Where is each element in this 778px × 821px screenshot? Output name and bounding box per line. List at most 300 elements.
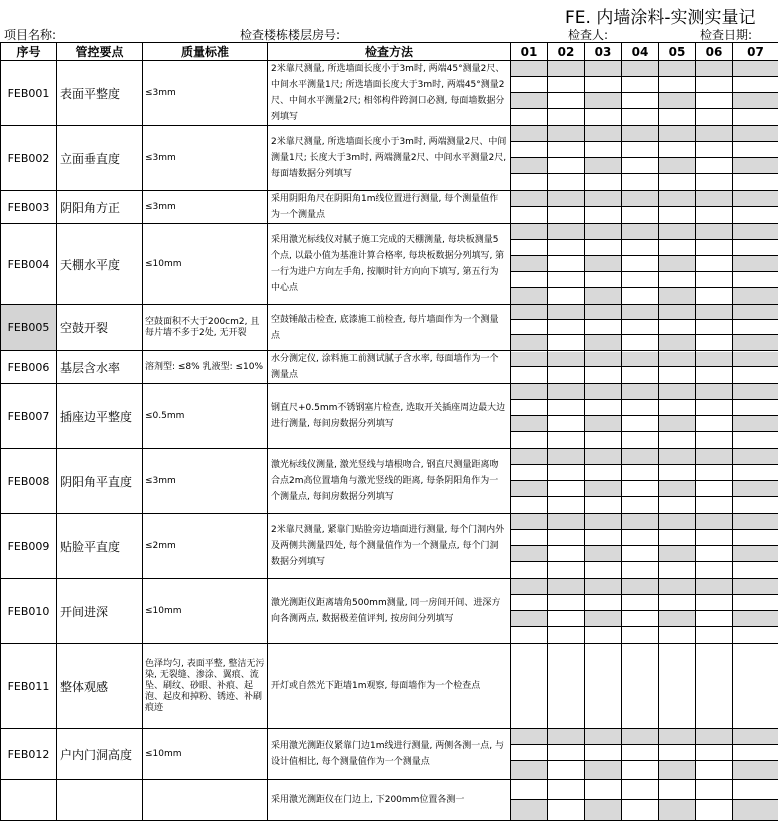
measurement-entry[interactable] bbox=[659, 579, 695, 595]
measurement-entry[interactable] bbox=[622, 497, 658, 513]
measurement-entry[interactable] bbox=[511, 109, 547, 125]
measurement-entry[interactable] bbox=[733, 240, 778, 256]
measurement-entry[interactable] bbox=[622, 514, 658, 530]
measurement-entry[interactable] bbox=[585, 595, 621, 611]
measurement-entry[interactable] bbox=[548, 644, 584, 728]
measurement-entry[interactable] bbox=[733, 761, 778, 779]
measurement-entry[interactable] bbox=[511, 745, 547, 761]
measurement-cell[interactable] bbox=[696, 224, 733, 305]
measurement-cell[interactable] bbox=[511, 384, 548, 449]
measurement-cell[interactable] bbox=[659, 61, 696, 126]
measurement-entry[interactable] bbox=[585, 256, 621, 272]
measurement-cell[interactable] bbox=[696, 514, 733, 579]
measurement-entry[interactable] bbox=[659, 320, 695, 335]
measurement-entry[interactable] bbox=[585, 729, 621, 745]
measurement-entry[interactable] bbox=[659, 546, 695, 562]
measurement-entry[interactable] bbox=[622, 400, 658, 416]
measurement-cell[interactable] bbox=[659, 384, 696, 449]
measurement-entry[interactable] bbox=[548, 256, 584, 272]
measurement-entry[interactable] bbox=[659, 288, 695, 304]
measurement-entry[interactable] bbox=[511, 384, 547, 400]
measurement-entry[interactable] bbox=[733, 530, 778, 546]
measurement-entry[interactable] bbox=[511, 761, 547, 779]
measurement-entry[interactable] bbox=[733, 191, 778, 207]
measurement-entry[interactable] bbox=[696, 644, 732, 728]
measurement-cell[interactable] bbox=[585, 351, 622, 384]
measurement-entry[interactable] bbox=[733, 432, 778, 448]
measurement-entry[interactable] bbox=[659, 627, 695, 643]
measurement-entry[interactable] bbox=[733, 288, 778, 304]
measurement-entry[interactable] bbox=[548, 335, 584, 350]
measurement-entry[interactable] bbox=[696, 595, 732, 611]
measurement-cell[interactable] bbox=[622, 449, 659, 514]
measurement-entry[interactable] bbox=[585, 449, 621, 465]
measurement-entry[interactable] bbox=[622, 745, 658, 761]
measurement-entry[interactable] bbox=[548, 384, 584, 400]
measurement-entry[interactable] bbox=[659, 595, 695, 611]
measurement-entry[interactable] bbox=[585, 207, 621, 223]
measurement-entry[interactable] bbox=[511, 562, 547, 578]
measurement-entry[interactable] bbox=[548, 497, 584, 513]
measurement-entry[interactable] bbox=[548, 627, 584, 643]
measurement-entry[interactable] bbox=[696, 207, 732, 223]
measurement-cell[interactable] bbox=[548, 729, 585, 780]
measurement-entry[interactable] bbox=[659, 384, 695, 400]
measurement-entry[interactable] bbox=[659, 109, 695, 125]
measurement-entry[interactable] bbox=[733, 207, 778, 223]
measurement-entry[interactable] bbox=[585, 158, 621, 174]
measurement-entry[interactable] bbox=[696, 256, 732, 272]
measurement-entry[interactable] bbox=[622, 432, 658, 448]
measurement-entry[interactable] bbox=[511, 595, 547, 611]
measurement-entry[interactable] bbox=[511, 352, 547, 367]
measurement-entry[interactable] bbox=[548, 745, 584, 761]
measurement-entry[interactable] bbox=[696, 432, 732, 448]
measurement-entry[interactable] bbox=[585, 800, 621, 820]
measurement-entry[interactable] bbox=[659, 432, 695, 448]
measurement-entry[interactable] bbox=[659, 272, 695, 288]
measurement-cell[interactable] bbox=[511, 191, 548, 224]
measurement-entry[interactable] bbox=[733, 126, 778, 142]
measurement-entry[interactable] bbox=[622, 288, 658, 304]
measurement-entry[interactable] bbox=[585, 384, 621, 400]
measurement-entry[interactable] bbox=[696, 579, 732, 595]
measurement-entry[interactable] bbox=[659, 61, 695, 77]
measurement-entry[interactable] bbox=[733, 416, 778, 432]
measurement-entry[interactable] bbox=[511, 400, 547, 416]
measurement-entry[interactable] bbox=[585, 579, 621, 595]
measurement-cell[interactable] bbox=[511, 61, 548, 126]
measurement-entry[interactable] bbox=[696, 142, 732, 158]
measurement-entry[interactable] bbox=[511, 207, 547, 223]
measurement-entry[interactable] bbox=[733, 562, 778, 578]
measurement-entry[interactable] bbox=[511, 191, 547, 207]
measurement-entry[interactable] bbox=[696, 93, 732, 109]
measurement-entry[interactable] bbox=[733, 93, 778, 109]
measurement-entry[interactable] bbox=[733, 497, 778, 513]
measurement-entry[interactable] bbox=[696, 240, 732, 256]
measurement-entry[interactable] bbox=[696, 729, 732, 745]
measurement-entry[interactable] bbox=[622, 546, 658, 562]
measurement-entry[interactable] bbox=[733, 400, 778, 416]
measurement-entry[interactable] bbox=[548, 416, 584, 432]
measurement-entry[interactable] bbox=[585, 240, 621, 256]
measurement-entry[interactable] bbox=[548, 729, 584, 745]
measurement-cell[interactable] bbox=[548, 351, 585, 384]
measurement-entry[interactable] bbox=[585, 352, 621, 367]
measurement-entry[interactable] bbox=[696, 745, 732, 761]
measurement-entry[interactable] bbox=[659, 207, 695, 223]
measurement-entry[interactable] bbox=[548, 126, 584, 142]
measurement-cell[interactable] bbox=[659, 126, 696, 191]
measurement-entry[interactable] bbox=[548, 546, 584, 562]
measurement-entry[interactable] bbox=[585, 109, 621, 125]
measurement-entry[interactable] bbox=[696, 77, 732, 93]
measurement-entry[interactable] bbox=[511, 416, 547, 432]
measurement-entry[interactable] bbox=[585, 497, 621, 513]
measurement-entry[interactable] bbox=[733, 449, 778, 465]
measurement-cell[interactable] bbox=[511, 514, 548, 579]
measurement-entry[interactable] bbox=[622, 416, 658, 432]
measurement-entry[interactable] bbox=[511, 579, 547, 595]
measurement-entry[interactable] bbox=[585, 61, 621, 77]
measurement-entry[interactable] bbox=[548, 142, 584, 158]
measurement-entry[interactable] bbox=[696, 562, 732, 578]
measurement-entry[interactable] bbox=[696, 224, 732, 240]
measurement-cell[interactable] bbox=[585, 191, 622, 224]
measurement-entry[interactable] bbox=[696, 367, 732, 382]
measurement-cell[interactable] bbox=[585, 729, 622, 780]
measurement-entry[interactable] bbox=[622, 611, 658, 627]
measurement-cell[interactable] bbox=[659, 305, 696, 351]
measurement-entry[interactable] bbox=[585, 530, 621, 546]
measurement-entry[interactable] bbox=[548, 240, 584, 256]
measurement-entry[interactable] bbox=[511, 627, 547, 643]
measurement-entry[interactable] bbox=[659, 335, 695, 350]
measurement-entry[interactable] bbox=[696, 761, 732, 779]
measurement-entry[interactable] bbox=[622, 272, 658, 288]
measurement-entry[interactable] bbox=[548, 800, 584, 820]
measurement-entry[interactable] bbox=[696, 530, 732, 546]
measurement-cell[interactable] bbox=[511, 224, 548, 305]
measurement-entry[interactable] bbox=[733, 514, 778, 530]
measurement-entry[interactable] bbox=[511, 335, 547, 350]
measurement-entry[interactable] bbox=[585, 465, 621, 481]
measurement-cell[interactable] bbox=[548, 191, 585, 224]
measurement-cell[interactable] bbox=[548, 305, 585, 351]
measurement-cell[interactable] bbox=[622, 191, 659, 224]
measurement-cell[interactable] bbox=[548, 61, 585, 126]
measurement-entry[interactable] bbox=[696, 109, 732, 125]
measurement-entry[interactable] bbox=[696, 174, 732, 190]
measurement-cell[interactable] bbox=[548, 780, 585, 821]
measurement-entry[interactable] bbox=[585, 191, 621, 207]
measurement-entry[interactable] bbox=[733, 745, 778, 761]
measurement-entry[interactable] bbox=[585, 126, 621, 142]
measurement-entry[interactable] bbox=[696, 352, 732, 367]
measurement-entry[interactable] bbox=[696, 627, 732, 643]
measurement-cell[interactable] bbox=[585, 61, 622, 126]
measurement-entry[interactable] bbox=[511, 240, 547, 256]
measurement-entry[interactable] bbox=[548, 224, 584, 240]
measurement-entry[interactable] bbox=[511, 514, 547, 530]
measurement-cell[interactable] bbox=[511, 449, 548, 514]
measurement-entry[interactable] bbox=[622, 256, 658, 272]
measurement-cell[interactable] bbox=[696, 126, 733, 191]
measurement-cell[interactable] bbox=[733, 224, 778, 305]
measurement-entry[interactable] bbox=[622, 224, 658, 240]
measurement-cell[interactable] bbox=[733, 579, 778, 644]
measurement-cell[interactable] bbox=[622, 729, 659, 780]
measurement-entry[interactable] bbox=[511, 224, 547, 240]
measurement-entry[interactable] bbox=[659, 611, 695, 627]
measurement-entry[interactable] bbox=[511, 93, 547, 109]
measurement-entry[interactable] bbox=[622, 174, 658, 190]
measurement-entry[interactable] bbox=[585, 514, 621, 530]
measurement-entry[interactable] bbox=[511, 158, 547, 174]
measurement-entry[interactable] bbox=[659, 644, 695, 728]
measurement-entry[interactable] bbox=[696, 191, 732, 207]
measurement-entry[interactable] bbox=[585, 562, 621, 578]
measurement-entry[interactable] bbox=[622, 481, 658, 497]
measurement-entry[interactable] bbox=[511, 449, 547, 465]
measurement-entry[interactable] bbox=[511, 546, 547, 562]
measurement-entry[interactable] bbox=[733, 174, 778, 190]
measurement-entry[interactable] bbox=[585, 320, 621, 335]
measurement-entry[interactable] bbox=[548, 481, 584, 497]
measurement-entry[interactable] bbox=[659, 800, 695, 820]
measurement-entry[interactable] bbox=[585, 627, 621, 643]
measurement-entry[interactable] bbox=[696, 288, 732, 304]
measurement-entry[interactable] bbox=[622, 191, 658, 207]
measurement-entry[interactable] bbox=[659, 497, 695, 513]
measurement-entry[interactable] bbox=[733, 335, 778, 350]
measurement-entry[interactable] bbox=[733, 800, 778, 820]
measurement-entry[interactable] bbox=[696, 465, 732, 481]
measurement-entry[interactable] bbox=[585, 761, 621, 779]
measurement-entry[interactable] bbox=[585, 546, 621, 562]
measurement-entry[interactable] bbox=[548, 288, 584, 304]
measurement-cell[interactable] bbox=[696, 191, 733, 224]
measurement-entry[interactable] bbox=[659, 562, 695, 578]
measurement-entry[interactable] bbox=[511, 644, 547, 728]
measurement-cell[interactable] bbox=[548, 449, 585, 514]
measurement-cell[interactable] bbox=[733, 61, 778, 126]
measurement-entry[interactable] bbox=[733, 109, 778, 125]
measurement-entry[interactable] bbox=[696, 320, 732, 335]
measurement-entry[interactable] bbox=[548, 352, 584, 367]
measurement-entry[interactable] bbox=[622, 627, 658, 643]
measurement-cell[interactable] bbox=[733, 729, 778, 780]
measurement-cell[interactable] bbox=[548, 126, 585, 191]
measurement-entry[interactable] bbox=[585, 93, 621, 109]
measurement-entry[interactable] bbox=[696, 126, 732, 142]
measurement-entry[interactable] bbox=[511, 272, 547, 288]
measurement-entry[interactable] bbox=[733, 352, 778, 367]
measurement-entry[interactable] bbox=[659, 416, 695, 432]
measurement-entry[interactable] bbox=[659, 514, 695, 530]
measurement-cell[interactable] bbox=[696, 729, 733, 780]
measurement-cell[interactable] bbox=[659, 644, 696, 729]
measurement-entry[interactable] bbox=[696, 546, 732, 562]
measurement-entry[interactable] bbox=[511, 288, 547, 304]
measurement-cell[interactable] bbox=[511, 351, 548, 384]
measurement-cell[interactable] bbox=[511, 780, 548, 821]
measurement-entry[interactable] bbox=[696, 384, 732, 400]
measurement-cell[interactable] bbox=[659, 191, 696, 224]
measurement-entry[interactable] bbox=[696, 335, 732, 350]
measurement-entry[interactable] bbox=[733, 305, 778, 320]
measurement-cell[interactable] bbox=[733, 351, 778, 384]
measurement-cell[interactable] bbox=[585, 449, 622, 514]
measurement-entry[interactable] bbox=[511, 800, 547, 820]
measurement-cell[interactable] bbox=[733, 126, 778, 191]
measurement-entry[interactable] bbox=[659, 761, 695, 779]
measurement-cell[interactable] bbox=[733, 514, 778, 579]
measurement-entry[interactable] bbox=[733, 780, 778, 800]
measurement-entry[interactable] bbox=[511, 729, 547, 745]
measurement-entry[interactable] bbox=[659, 224, 695, 240]
measurement-entry[interactable] bbox=[511, 305, 547, 320]
measurement-entry[interactable] bbox=[696, 416, 732, 432]
measurement-entry[interactable] bbox=[696, 449, 732, 465]
measurement-entry[interactable] bbox=[696, 272, 732, 288]
measurement-entry[interactable] bbox=[622, 729, 658, 745]
measurement-entry[interactable] bbox=[548, 191, 584, 207]
measurement-entry[interactable] bbox=[622, 335, 658, 350]
measurement-cell[interactable] bbox=[659, 351, 696, 384]
measurement-cell[interactable] bbox=[696, 644, 733, 729]
measurement-entry[interactable] bbox=[622, 320, 658, 335]
measurement-cell[interactable] bbox=[622, 514, 659, 579]
measurement-entry[interactable] bbox=[622, 305, 658, 320]
measurement-entry[interactable] bbox=[733, 729, 778, 745]
measurement-entry[interactable] bbox=[659, 400, 695, 416]
measurement-entry[interactable] bbox=[585, 644, 621, 728]
measurement-cell[interactable] bbox=[585, 579, 622, 644]
measurement-entry[interactable] bbox=[733, 142, 778, 158]
measurement-entry[interactable] bbox=[585, 272, 621, 288]
measurement-cell[interactable] bbox=[733, 384, 778, 449]
measurement-entry[interactable] bbox=[548, 449, 584, 465]
measurement-entry[interactable] bbox=[622, 158, 658, 174]
measurement-entry[interactable] bbox=[733, 611, 778, 627]
measurement-entry[interactable] bbox=[622, 800, 658, 820]
measurement-entry[interactable] bbox=[659, 465, 695, 481]
measurement-entry[interactable] bbox=[733, 256, 778, 272]
measurement-entry[interactable] bbox=[659, 367, 695, 382]
measurement-entry[interactable] bbox=[733, 579, 778, 595]
measurement-cell[interactable] bbox=[659, 579, 696, 644]
measurement-entry[interactable] bbox=[511, 142, 547, 158]
measurement-entry[interactable] bbox=[622, 142, 658, 158]
measurement-entry[interactable] bbox=[659, 745, 695, 761]
measurement-cell[interactable] bbox=[585, 224, 622, 305]
measurement-entry[interactable] bbox=[696, 800, 732, 820]
measurement-entry[interactable] bbox=[511, 256, 547, 272]
measurement-entry[interactable] bbox=[548, 109, 584, 125]
measurement-entry[interactable] bbox=[511, 780, 547, 800]
measurement-entry[interactable] bbox=[733, 384, 778, 400]
measurement-entry[interactable] bbox=[511, 465, 547, 481]
measurement-entry[interactable] bbox=[585, 780, 621, 800]
measurement-cell[interactable] bbox=[585, 514, 622, 579]
measurement-entry[interactable] bbox=[733, 77, 778, 93]
measurement-cell[interactable] bbox=[659, 514, 696, 579]
measurement-entry[interactable] bbox=[511, 367, 547, 382]
measurement-entry[interactable] bbox=[548, 514, 584, 530]
measurement-entry[interactable] bbox=[622, 579, 658, 595]
measurement-entry[interactable] bbox=[585, 142, 621, 158]
measurement-entry[interactable] bbox=[548, 158, 584, 174]
measurement-entry[interactable] bbox=[622, 780, 658, 800]
measurement-entry[interactable] bbox=[733, 320, 778, 335]
measurement-cell[interactable] bbox=[659, 729, 696, 780]
measurement-entry[interactable] bbox=[585, 432, 621, 448]
measurement-entry[interactable] bbox=[622, 465, 658, 481]
measurement-entry[interactable] bbox=[548, 780, 584, 800]
measurement-entry[interactable] bbox=[622, 93, 658, 109]
measurement-cell[interactable] bbox=[622, 61, 659, 126]
measurement-cell[interactable] bbox=[659, 780, 696, 821]
measurement-entry[interactable] bbox=[696, 514, 732, 530]
measurement-cell[interactable] bbox=[585, 644, 622, 729]
measurement-entry[interactable] bbox=[585, 611, 621, 627]
measurement-entry[interactable] bbox=[659, 449, 695, 465]
measurement-cell[interactable] bbox=[622, 384, 659, 449]
measurement-cell[interactable] bbox=[511, 305, 548, 351]
measurement-entry[interactable] bbox=[696, 61, 732, 77]
measurement-cell[interactable] bbox=[696, 61, 733, 126]
measurement-entry[interactable] bbox=[659, 481, 695, 497]
measurement-entry[interactable] bbox=[511, 174, 547, 190]
measurement-entry[interactable] bbox=[548, 174, 584, 190]
measurement-cell[interactable] bbox=[511, 126, 548, 191]
measurement-entry[interactable] bbox=[733, 158, 778, 174]
measurement-cell[interactable] bbox=[585, 126, 622, 191]
measurement-entry[interactable] bbox=[659, 780, 695, 800]
measurement-entry[interactable] bbox=[733, 224, 778, 240]
measurement-entry[interactable] bbox=[696, 400, 732, 416]
measurement-entry[interactable] bbox=[622, 530, 658, 546]
measurement-entry[interactable] bbox=[585, 288, 621, 304]
measurement-entry[interactable] bbox=[622, 384, 658, 400]
measurement-entry[interactable] bbox=[659, 77, 695, 93]
measurement-cell[interactable] bbox=[622, 780, 659, 821]
measurement-cell[interactable] bbox=[585, 384, 622, 449]
measurement-entry[interactable] bbox=[511, 530, 547, 546]
measurement-cell[interactable] bbox=[696, 449, 733, 514]
measurement-cell[interactable] bbox=[511, 644, 548, 729]
measurement-entry[interactable] bbox=[622, 109, 658, 125]
measurement-entry[interactable] bbox=[622, 761, 658, 779]
measurement-entry[interactable] bbox=[733, 595, 778, 611]
measurement-entry[interactable] bbox=[733, 465, 778, 481]
measurement-entry[interactable] bbox=[622, 207, 658, 223]
measurement-entry[interactable] bbox=[622, 562, 658, 578]
measurement-entry[interactable] bbox=[659, 305, 695, 320]
measurement-cell[interactable] bbox=[659, 449, 696, 514]
measurement-entry[interactable] bbox=[511, 126, 547, 142]
measurement-entry[interactable] bbox=[548, 530, 584, 546]
measurement-entry[interactable] bbox=[511, 432, 547, 448]
measurement-cell[interactable] bbox=[585, 780, 622, 821]
measurement-entry[interactable] bbox=[548, 595, 584, 611]
measurement-entry[interactable] bbox=[511, 481, 547, 497]
measurement-cell[interactable] bbox=[585, 305, 622, 351]
measurement-entry[interactable] bbox=[585, 367, 621, 382]
measurement-cell[interactable] bbox=[622, 305, 659, 351]
